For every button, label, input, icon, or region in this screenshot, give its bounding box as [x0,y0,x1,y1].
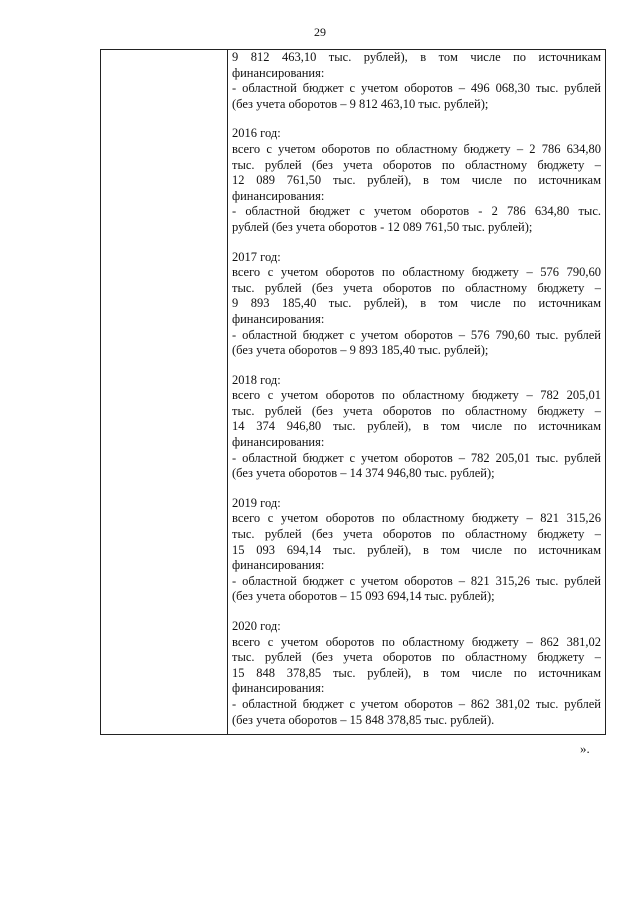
text-line: тыс. рублей (без учета оборотов по областному бюджету – [232,157,601,172]
funding-block [232,50,601,112]
funding-text [232,50,601,728]
text-line: финансирования: [232,65,325,80]
text-line: финансирования: [232,558,325,573]
budget-table [100,49,606,735]
text-line: 2019 год: [232,495,281,510]
table-cell-left [101,50,228,735]
text-line: тыс. рублей (без учета оборотов по областному бюджету – [232,527,601,542]
text-line: 2018 год: [232,372,281,387]
text-line: 12 089 761,50 тыс. рублей), в том числе по источникам [232,173,601,188]
text-line: всего с учетом оборотов по областному бюджету – 782 205,01 [232,388,601,403]
text-line: - областной бюджет с учетом оборотов – 862 381,02 тыс. рублей [232,696,601,711]
funding-block [232,250,601,359]
text-line: - областной бюджет с учетом оборотов – 782 205,01 тыс. рублей [232,450,601,465]
text-line: 15 093 694,14 тыс. рублей), в том числе по источникам [232,542,601,557]
text-line: финансирования: [232,681,325,696]
text-line: (без учета оборотов – 15 093 694,14 тыс. рублей); [232,589,495,604]
text-line: 2020 год: [232,619,281,633]
text-line: - областной бюджет с учетом оборотов – 821 315,26 тыс. рублей [232,573,601,588]
text-line: (без учета оборотов – 15 848 378,85 тыс. рублей). [232,712,495,727]
text-line: финансирования: [232,311,325,326]
text-line: всего с учетом оборотов по областному бюджету – 821 315,26 [232,511,601,526]
text-line: рублей (без учета оборотов - 12 089 761,50 тыс. рублей); [232,219,533,234]
closing-quote-mark: ». [580,741,590,756]
text-line: 9 893 185,40 тыс. рублей), в том числе по источникам [232,296,601,311]
text-line: (без учета оборотов – 9 812 463,10 тыс. рублей); [232,96,489,111]
funding-block [232,619,601,728]
table-row [101,50,606,735]
text-line: 2017 год: [232,249,281,264]
page-number: 29 [314,25,326,39]
text-line: 15 848 378,85 тыс. рублей), в том числе по источникам [232,665,601,680]
text-line: - областной бюджет с учетом оборотов - 2 786 634,80 тыс. [232,204,601,219]
table-cell-right [228,50,606,735]
funding-block [232,496,601,605]
funding-block [232,373,601,482]
text-line: финансирования: [232,188,325,203]
text-line: тыс. рублей (без учета оборотов по областному бюджету – [232,403,601,418]
text-line: тыс. рублей (без учета оборотов по областному бюджету – [232,280,601,295]
text-line: 2016 год: [232,126,281,141]
text-line: финансирования: [232,435,325,450]
funding-block [232,126,601,235]
text-line: 9 812 463,10 тыс. рублей), в том числе по источникам [232,50,601,64]
text-line: 14 374 946,80 тыс. рублей), в том числе по источникам [232,419,601,434]
text-line: - областной бюджет с учетом оборотов – 576 790,60 тыс. рублей [232,327,601,342]
text-line: тыс. рублей (без учета оборотов по областному бюджету – [232,650,601,665]
text-line: (без учета оборотов – 14 374 946,80 тыс. рублей); [232,466,495,481]
text-line: (без учета оборотов – 9 893 185,40 тыс. рублей); [232,343,489,358]
text-line: всего с учетом оборотов по областному бюджету – 862 381,02 [232,634,601,649]
text-line: всего с учетом оборотов по областному бюджету – 2 786 634,80 [232,141,601,156]
text-line: - областной бюджет с учетом оборотов – 496 068,30 тыс. рублей [232,81,601,96]
text-line: всего с учетом оборотов по областному бюджету – 576 790,60 [232,265,601,280]
